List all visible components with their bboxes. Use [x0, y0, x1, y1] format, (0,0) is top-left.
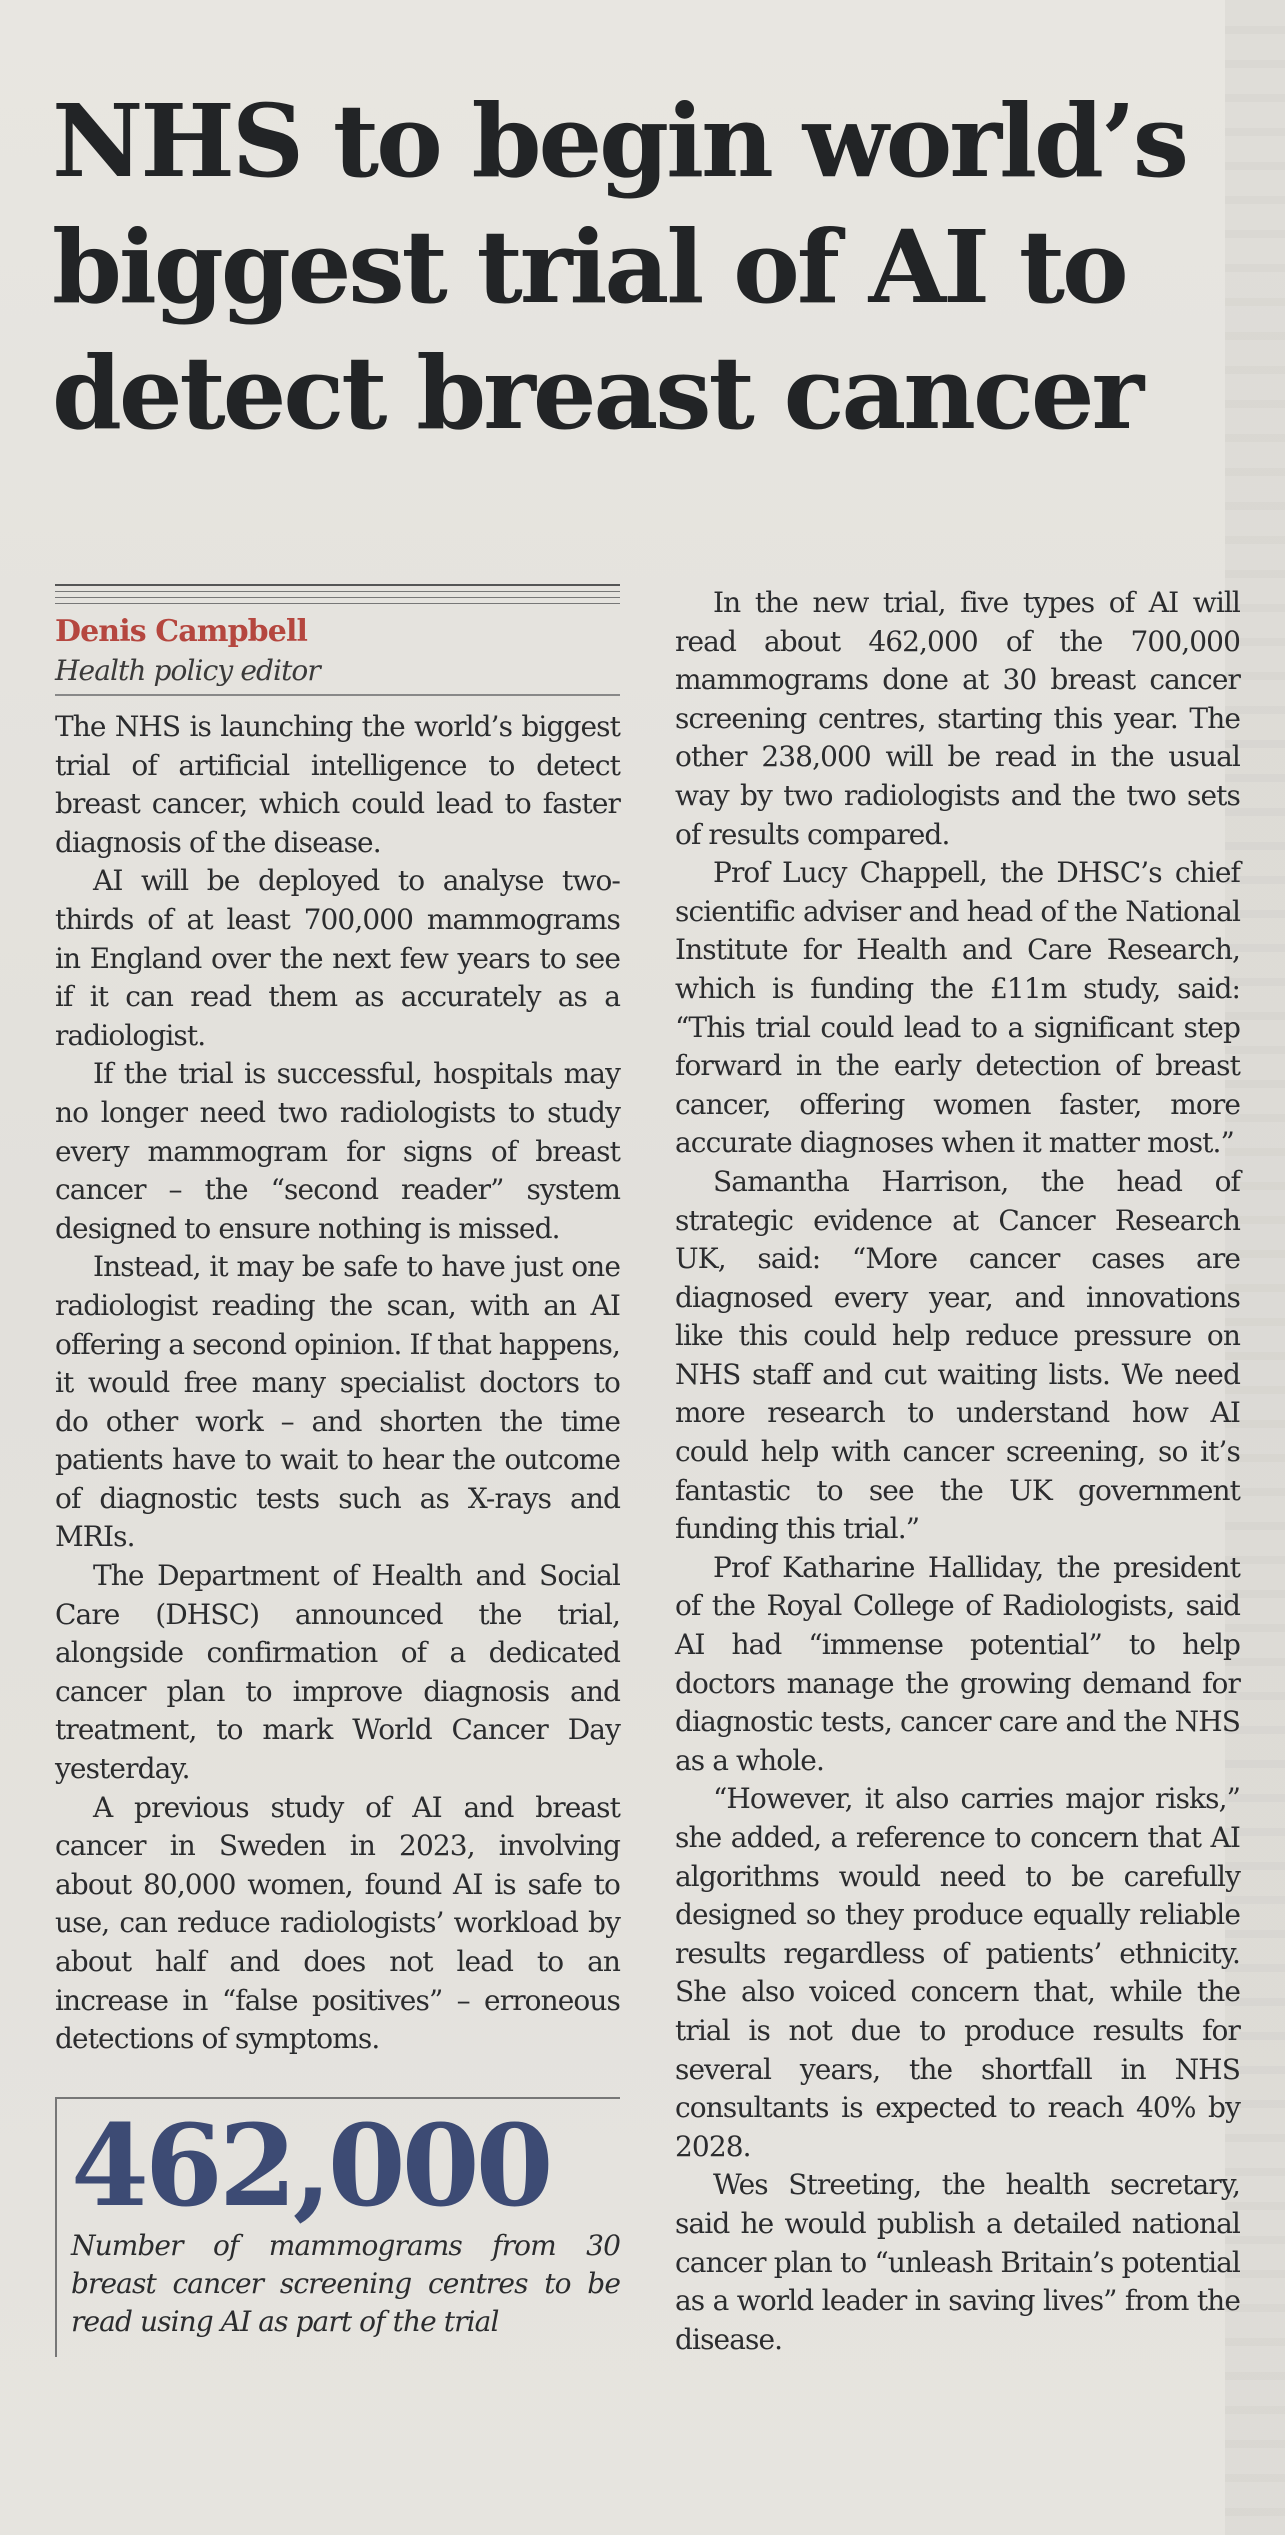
body-paragraph: AI will be deployed to analyse two-thirds of at least 700,000 mammograms in England over the next few years to see if it can read them as accurately as a radiologist.: [55, 864, 620, 1052]
body-paragraph: In the new trial, five types of AI will read about 462,000 of the 700,000 mammograms done at 30 breast cancer screening centres, starting this year. The other 238,000 will be read in the usual way by two radiologists and the two sets of results compared.: [675, 586, 1240, 851]
stat-callout: [55, 2097, 620, 2357]
body-paragraph: If the trial is successful, hospitals may no longer need two radiologists to study every mammogram for signs of breast cancer – the “second reader” system designed to ensure nothing is missed.: [55, 1057, 620, 1245]
body-paragraph: Instead, it may be safe to have just one radiologist reading the scan, with an AI offering a second opinion. If that happens, it would free many specialist doctors to do other work – and shorten the time patients have to wait to hear the outcome of diagnostic tests such as X-rays and MRIs.: [55, 1250, 620, 1554]
byline-role: Health policy editor: [55, 654, 320, 687]
body-paragraph: The Department of Health and Social Care (DHSC) announced the trial, alongside confirmation of a dedicated cancer plan to improve diagnosis and treatment, to mark World Cancer Day yesterday.: [55, 1559, 620, 1786]
body-paragraph: “However, it also carries major risks,” she added, a reference to concern that AI algorithms would need to be carefully designed so they produce equally reliable results regardless of patients’ ethnicity. She also voiced concern that, while the trial is not due to produce results for several years, the shortfall in NHS consultants is expected to reach 40% by 2028.: [675, 1782, 1240, 2163]
left-column: [55, 584, 620, 2357]
body-paragraph: Prof Lucy Chappell, the DHSC’s chief scientific adviser and head of the National Institute for Health and Care Research, which is funding the £11m study, said: “This trial could lead to a significant step forward in the early detection of breast cancer, offering women faster, more accurate diagnoses when it matter most.”: [675, 856, 1240, 1160]
byline-top-rule: [55, 584, 620, 608]
body-paragraph: A previous study of AI and breast cancer in Sweden in 2023, involving about 80,000 women, found AI is safe to use, can reduce radiologists’ workload by about half and does not lead to an increase in “false positives” – erroneous detections of symptoms.: [55, 1790, 620, 2056]
body-paragraph: Samantha Harrison, the head of strategic evidence at Cancer Research UK, said: “More cancer cases are diagnosed every year, and innovations like this could help reduce pressure on NHS staff and cut waiting lists. We need more research to understand how AI could help with cancer screening, so it’s fantastic to see the UK government funding this trial.”: [675, 1164, 1240, 1546]
byline-bottom-rule: [55, 694, 620, 696]
callout-caption: Number of mammograms from 30 breast cancer screening centres to be read using AI as part of the trial: [71, 2228, 620, 2338]
body-paragraph: The NHS is launching the world’s biggest trial of artificial intelligence to detect breast cancer, which could lead to faster diagnosis of the disease.: [55, 710, 620, 859]
body-paragraph: Prof Katharine Halliday, the president of the Royal College of Radiologists, said AI had “immense potential” to help doctors manage the growing demand for diagnostic tests, cancer care and the NHS as a whole.: [675, 1550, 1240, 1777]
body-paragraph: Wes Streeting, the health secretary, said he would publish a detailed national cancer plan to “unleash Britain’s potential as a world leader in saving lives” from the disease.: [675, 2168, 1240, 2356]
callout-number: 462,000: [71, 2100, 550, 2232]
right-column: [675, 584, 1240, 2359]
byline-name: Denis Campbell: [55, 614, 307, 649]
headline: NHS to begin world’s biggest trial of AI to detect breast cancer: [52, 82, 1187, 452]
